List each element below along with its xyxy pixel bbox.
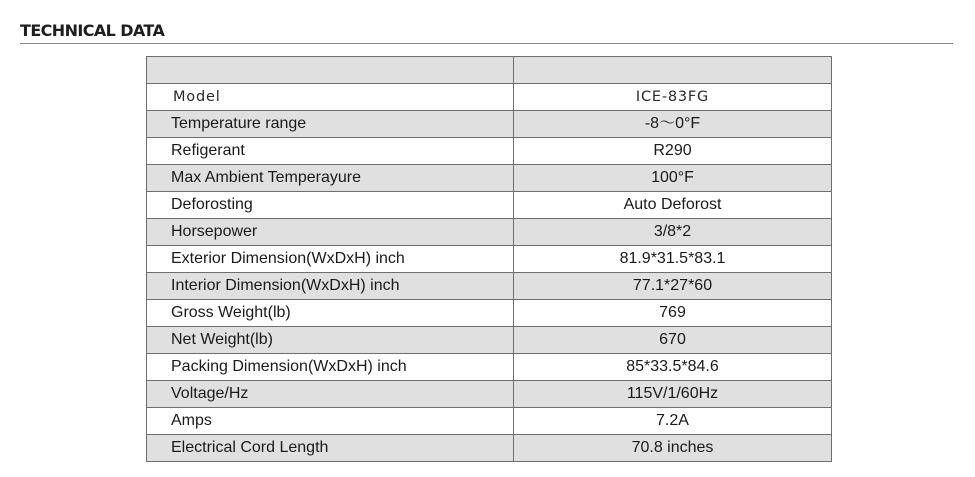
row-label: Model xyxy=(147,84,514,111)
row-label: Temperature range xyxy=(147,111,514,138)
row-value: Auto Deforost xyxy=(514,192,832,219)
table-header-row xyxy=(147,57,832,84)
row-label: Refigerant xyxy=(147,138,514,165)
table-row-interior-dimension xyxy=(147,273,832,300)
table-row-gross-weight xyxy=(147,300,832,327)
row-value: 85*33.5*84.6 xyxy=(514,354,832,381)
row-label: Deforosting xyxy=(147,192,514,219)
row-value: 77.1*27*60 xyxy=(514,273,832,300)
row-label: Packing Dimension(WxDxH) inch xyxy=(147,354,514,381)
table-row-net-weight xyxy=(147,327,832,354)
table-row-defrosting xyxy=(147,192,832,219)
header-cell-label xyxy=(147,57,514,84)
title-divider xyxy=(20,43,953,44)
technical-data-table xyxy=(146,56,832,462)
row-value: 81.9*31.5*83.1 xyxy=(514,246,832,273)
table-row-max-ambient-temperature xyxy=(147,165,832,192)
table-row-cord-length xyxy=(147,435,832,462)
row-label: Exterior Dimension(WxDxH) inch xyxy=(147,246,514,273)
section-title: TECHNICAL DATA xyxy=(20,21,165,40)
row-label: Net Weight(lb) xyxy=(147,327,514,354)
row-value: 70.8 inches xyxy=(514,435,832,462)
row-value: 3/8*2 xyxy=(514,219,832,246)
row-value: -8～0°F xyxy=(514,111,832,138)
header-cell-value xyxy=(514,57,832,84)
row-value: 670 xyxy=(514,327,832,354)
row-label: Gross Weight(lb) xyxy=(147,300,514,327)
table-row-model xyxy=(147,84,832,111)
row-value: 769 xyxy=(514,300,832,327)
table-row-voltage xyxy=(147,381,832,408)
table-row-temperature-range xyxy=(147,111,832,138)
table-row-refrigerant xyxy=(147,138,832,165)
table-row-packing-dimension xyxy=(147,354,832,381)
row-value: R290 xyxy=(514,138,832,165)
table-row-horsepower xyxy=(147,219,832,246)
row-value: 115V/1/60Hz xyxy=(514,381,832,408)
table-row-amps xyxy=(147,408,832,435)
row-label: Voltage/Hz xyxy=(147,381,514,408)
row-label: Amps xyxy=(147,408,514,435)
row-value: 7.2A xyxy=(514,408,832,435)
row-label: Electrical Cord Length xyxy=(147,435,514,462)
row-label: Max Ambient Temperayure xyxy=(147,165,514,192)
row-value: 100°F xyxy=(514,165,832,192)
table-row-exterior-dimension xyxy=(147,246,832,273)
row-label: Interior Dimension(WxDxH) inch xyxy=(147,273,514,300)
row-label: Horsepower xyxy=(147,219,514,246)
row-value: ICE-83FG xyxy=(514,84,832,111)
